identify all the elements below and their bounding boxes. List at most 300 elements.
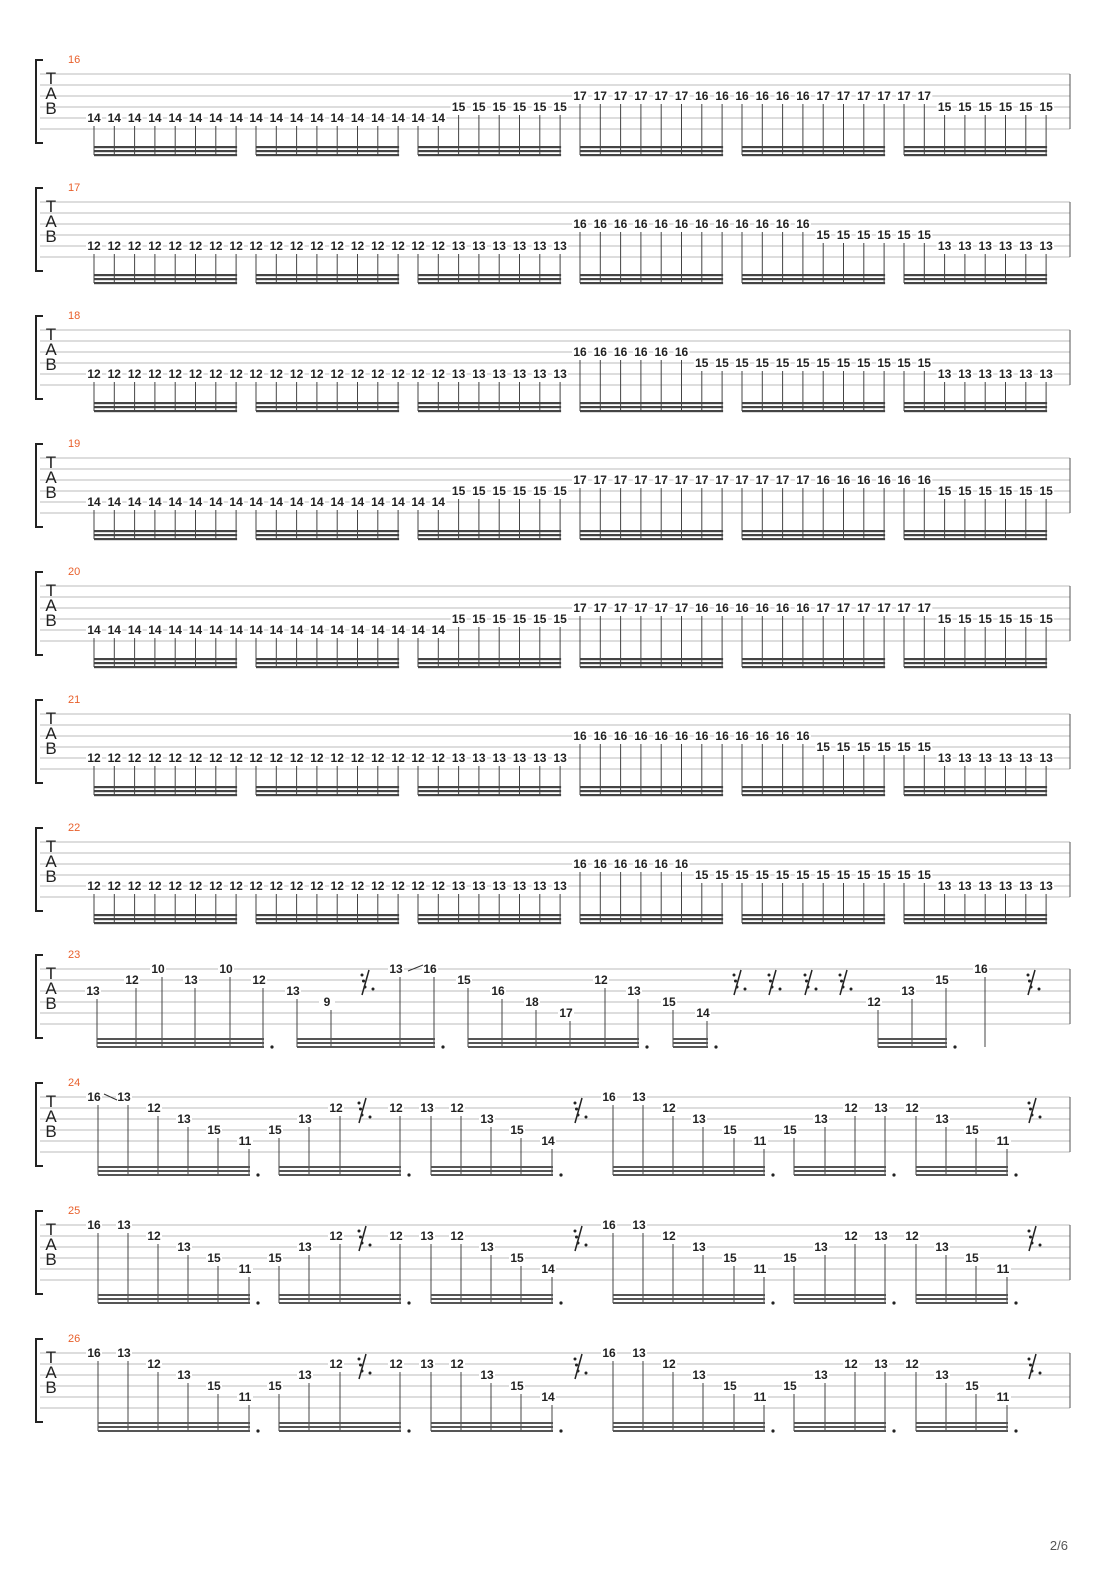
solo-note [456,973,472,1047]
solo-note [631,1090,647,1175]
fret-number: 16 [654,857,668,871]
fret-number: 17 [613,473,628,487]
system-bracket [36,828,43,911]
solo-note [176,1368,192,1431]
fret-number: 12 [229,367,243,381]
beam [580,282,723,284]
fret-number: 16 [634,217,648,231]
fret-number: 13 [177,1112,191,1126]
fret-number: 14 [188,623,203,637]
rhythm-dot [441,1045,444,1048]
solo-note [479,1240,495,1303]
fret-number: 15 [783,1379,797,1393]
beam [580,410,723,412]
solo-note [843,1101,859,1175]
beam [431,1422,553,1424]
measure-number: 22 [68,822,81,834]
fret-number: 16 [796,729,810,743]
fret-number: 12 [249,879,263,893]
fret-number: 12 [269,879,283,893]
beam [468,1046,639,1048]
beam [431,1298,553,1300]
solo-note [146,1101,162,1175]
fret-number: 15 [451,612,466,626]
fret-number: 12 [867,995,881,1009]
measure-number: 17 [68,182,81,194]
solo-note [297,1240,313,1303]
fret-number: 13 [451,879,466,893]
fret-number: 15 [451,100,466,114]
fret-number: 12 [148,751,162,765]
fret-number: 13 [298,1240,312,1254]
fret-number: 13 [533,879,547,893]
fret-number: 13 [533,367,547,381]
system-bracket [36,1083,43,1166]
fret-number: 15 [268,1123,282,1137]
beam [916,1174,1008,1176]
tab-clef-letter: A [45,979,57,998]
beam [256,150,399,152]
beam [580,150,723,152]
fret-number: 12 [329,1229,343,1243]
beam [297,1046,435,1048]
rhythm-dot [892,1429,895,1432]
fret-number: 13 [632,1090,646,1104]
rhythm-dot [1014,1429,1017,1432]
solo-note [176,1240,192,1303]
beat-group [572,473,730,540]
fret-number: 16 [715,601,729,615]
rhythm-dot [892,1301,895,1304]
fret-number: 17 [674,89,689,103]
solo-note [388,1229,404,1303]
fret-number: 15 [816,356,830,370]
beat-group [896,356,1054,412]
fret-number: 12 [350,239,365,253]
beat-group [896,473,1054,540]
fret-number: 15 [1039,484,1053,498]
beam [94,278,237,280]
fret-number: 15 [207,1251,221,1265]
fret-number: 14 [371,111,385,125]
fret-number: 17 [755,473,769,487]
tab-clef-letter: T [45,453,57,472]
beam [256,794,399,796]
fret-number: 13 [492,751,506,765]
beam [279,1422,401,1424]
tab-clef-letter: T [45,1220,57,1239]
fret-number: 15 [695,868,709,882]
beam [94,658,237,660]
fret-number: 12 [411,367,425,381]
beam [742,410,885,412]
solo-note [661,1101,677,1175]
beat-group [896,89,1054,156]
fret-number: 14 [541,1390,555,1404]
fret-number: 13 [958,879,972,893]
beam [673,1046,708,1048]
fret-number: 15 [857,868,871,882]
beam [256,282,399,284]
fret-number: 14 [229,111,243,125]
beam [418,914,561,916]
solo-note [86,1346,102,1431]
fret-number: 17 [836,89,851,103]
solo-note [86,1090,102,1175]
fret-number: 12 [147,1101,161,1115]
beam [580,658,723,660]
beam [904,918,1047,920]
fret-number: 13 [117,1346,131,1360]
beam [742,402,885,404]
fret-number: 15 [857,228,871,242]
beam [580,406,723,408]
fret-number: 12 [107,239,121,253]
fret-number: 15 [816,228,830,242]
fret-number: 13 [553,879,567,893]
solo-note [449,1229,465,1303]
fret-number: 13 [420,1357,434,1371]
fret-number: 12 [431,367,445,381]
fret-number: 16 [695,89,709,103]
beat-group [734,473,892,540]
solo-note [752,1262,768,1303]
fret-number: 15 [935,973,949,987]
beam [916,1294,1008,1296]
beam [279,1298,401,1300]
system-bracket [36,700,43,783]
fret-number: 15 [1039,100,1053,114]
beam [794,1294,886,1296]
fret-number: 16 [674,217,689,231]
fret-number: 13 [958,367,972,381]
fret-number: 13 [512,239,527,253]
beam [256,146,399,148]
fret-number: 13 [492,879,506,893]
fret-number: 15 [553,484,567,498]
fret-number: 14 [127,623,142,637]
tab-system-21 [36,694,1070,796]
beam [297,1042,435,1044]
rhythm-dot [953,1045,956,1048]
solo-note [419,1101,435,1175]
fret-number: 13 [874,1229,888,1243]
tab-clef-letter: B [45,483,57,502]
beat-group [572,857,730,924]
fret-number: 15 [783,1251,797,1265]
fret-number: 12 [107,879,121,893]
beam [256,914,399,916]
fret-number: 17 [917,601,931,615]
solo-note [540,1262,556,1303]
fret-number: 14 [350,495,365,509]
rhythm-dot [645,1045,648,1048]
beam [742,794,885,796]
fret-number: 12 [168,751,182,765]
fret-number: 16 [917,473,931,487]
fret-number: 14 [269,495,283,509]
beam [418,410,561,412]
beam [256,662,399,664]
fret-number: 13 [512,879,527,893]
rhythm-dot [771,1173,774,1176]
fret-number: 17 [816,601,830,615]
beam [613,1174,765,1176]
fret-number: 12 [389,1101,403,1115]
fret-number: 17 [634,473,648,487]
system-bracket [36,188,43,271]
fret-number: 15 [998,612,1013,626]
beam [256,658,399,660]
fret-number: 15 [457,973,471,987]
solo-note [995,1134,1011,1175]
solo-note [995,1262,1011,1303]
fret-number: 13 [937,879,952,893]
fret-number: 12 [329,1101,343,1115]
fret-number: 17 [559,1006,573,1020]
tab-clef-letter: A [45,1107,57,1126]
fret-number: 15 [451,484,466,498]
beam [742,278,885,280]
fret-number: 12 [391,367,405,381]
system-bracket [36,1339,43,1422]
beam [742,150,885,152]
solo-note [691,1240,707,1303]
fret-number: 15 [978,484,992,498]
fret-number: 17 [897,601,911,615]
beam [742,666,885,668]
tab-clef-letter: A [45,1363,57,1382]
beat-group [572,601,730,668]
solo-note [691,1368,707,1431]
beam [904,402,1047,404]
fret-number: 12 [188,751,203,765]
beam [904,278,1047,280]
fret-number: 14 [330,495,344,509]
beam [742,922,885,924]
beam [94,794,237,796]
fret-number: 16 [674,857,689,871]
beam [742,274,885,276]
beam [794,1422,886,1424]
fret-number: 15 [472,484,486,498]
fret-number: 13 [298,1368,312,1382]
beam [904,534,1047,536]
tab-clef-letter: A [45,724,57,743]
fret-number: 13 [1039,879,1053,893]
fret-number: 12 [209,879,223,893]
fret-number: 12 [209,239,223,253]
fret-number: 13 [978,367,992,381]
fret-number: 15 [965,1251,979,1265]
beam [98,1294,250,1296]
fret-number: 16 [87,1218,101,1232]
beat-group [410,100,568,156]
rhythm-dot [1014,1173,1017,1176]
rhythm-dot [256,1301,259,1304]
beam [742,406,885,408]
solo-note [237,1390,253,1431]
fret-number: 15 [897,228,911,242]
fret-number: 12 [371,239,385,253]
fret-number: 12 [389,1229,403,1243]
fret-number: 13 [937,367,952,381]
beam [418,786,561,788]
fret-number: 13 [627,984,641,998]
beam [613,1170,765,1172]
fret-number: 16 [775,729,790,743]
fret-number: 15 [715,356,729,370]
beam [94,150,237,152]
fret-number: 15 [510,1379,524,1393]
fret-number: 15 [268,1251,282,1265]
fret-number: 16 [836,473,851,487]
fret-number: 15 [207,1379,221,1393]
fret-number: 17 [593,89,607,103]
fret-number: 12 [249,239,263,253]
tab-system-16 [36,54,1070,156]
fret-number: 15 [836,740,851,754]
beat-group [572,345,730,412]
solo-note [218,962,234,1047]
fret-number: 15 [775,868,790,882]
fret-number: 13 [1039,751,1053,765]
beam [256,530,399,532]
fret-number: 12 [252,973,266,987]
tab-clef-letter: T [45,69,57,88]
fret-number: 13 [472,751,486,765]
tab-clef-letter: B [45,867,57,886]
solo-note [419,1357,435,1431]
fret-number: 12 [905,1101,919,1115]
fret-number: 16 [87,1090,101,1104]
fret-number: 15 [492,484,506,498]
fret-number: 16 [573,729,587,743]
fret-number: 17 [634,601,648,615]
beam [580,918,723,920]
beam [94,538,237,540]
fret-number: 11 [238,1262,252,1276]
beam [94,918,237,920]
fret-number: 13 [472,367,486,381]
fret-number: 14 [229,623,243,637]
beam [256,922,399,924]
solo-note [813,1112,829,1175]
beam [98,1422,250,1424]
beam [742,534,885,536]
solo-note [540,1134,556,1175]
tab-system-17 [36,182,1070,284]
fret-number: 13 [492,367,506,381]
beam [742,662,885,664]
beam [580,914,723,916]
fret-number: 12 [310,367,324,381]
beam [431,1426,553,1428]
beam [418,790,561,792]
beam [279,1294,401,1296]
fret-number: 10 [151,962,165,976]
fret-number: 16 [613,857,628,871]
beam [904,150,1047,152]
fret-number: 16 [634,857,648,871]
beam [94,666,237,668]
beam [256,538,399,540]
fret-number: 13 [117,1090,131,1104]
beam [418,278,561,280]
beam [418,794,561,796]
fret-number: 16 [695,217,709,231]
fret-number: 12 [350,879,365,893]
beam [580,790,723,792]
fret-number: 16 [593,729,607,743]
beam [418,530,561,532]
beam [418,274,561,276]
beam [256,410,399,412]
fret-number: 14 [127,111,142,125]
fret-number: 16 [634,729,648,743]
beam [256,402,399,404]
beam [279,1166,401,1168]
fret-number: 14 [541,1134,555,1148]
fret-number: 10 [219,962,233,976]
fret-number: 13 [512,367,527,381]
beam [98,1302,250,1304]
fret-number: 13 [177,1368,191,1382]
fret-number: 16 [857,473,871,487]
fret-number: 15 [492,100,506,114]
fret-number: 16 [796,217,810,231]
fret-number: 13 [958,751,972,765]
tab-clef-letter: A [45,340,57,359]
fret-number: 13 [978,751,992,765]
beam [904,146,1047,148]
solo-note [183,973,199,1047]
fret-number: 12 [188,879,203,893]
fret-number: 14 [269,111,283,125]
fret-number: 16 [423,962,437,976]
fret-number: 15 [857,740,871,754]
fret-number: 12 [147,1229,161,1243]
fret-number: 14 [168,495,182,509]
fret-number: 17 [857,89,871,103]
fret-number: 15 [268,1379,282,1393]
solo-note [146,1357,162,1431]
fret-number: 13 [420,1229,434,1243]
measure-number: 24 [68,1077,81,1089]
solo-note [328,1101,344,1175]
rhythm-dot [256,1429,259,1432]
fret-number: 13 [533,239,547,253]
fret-number: 12 [209,751,223,765]
fret-number: 15 [553,612,567,626]
fret-number: 12 [905,1357,919,1371]
beam [418,402,561,404]
fret-number: 15 [695,356,709,370]
fret-number: 11 [753,1134,767,1148]
beam [580,662,723,664]
beam [742,658,885,660]
fret-number: 12 [249,751,263,765]
fret-number: 14 [310,623,324,637]
beam [742,282,885,284]
fret-number: 15 [735,868,749,882]
fret-number: 12 [269,367,283,381]
fret-number: 11 [996,1390,1010,1404]
beam [904,794,1047,796]
tab-clef-letter: T [45,325,57,344]
solo-note [813,1368,829,1431]
fret-number: 13 [958,239,972,253]
